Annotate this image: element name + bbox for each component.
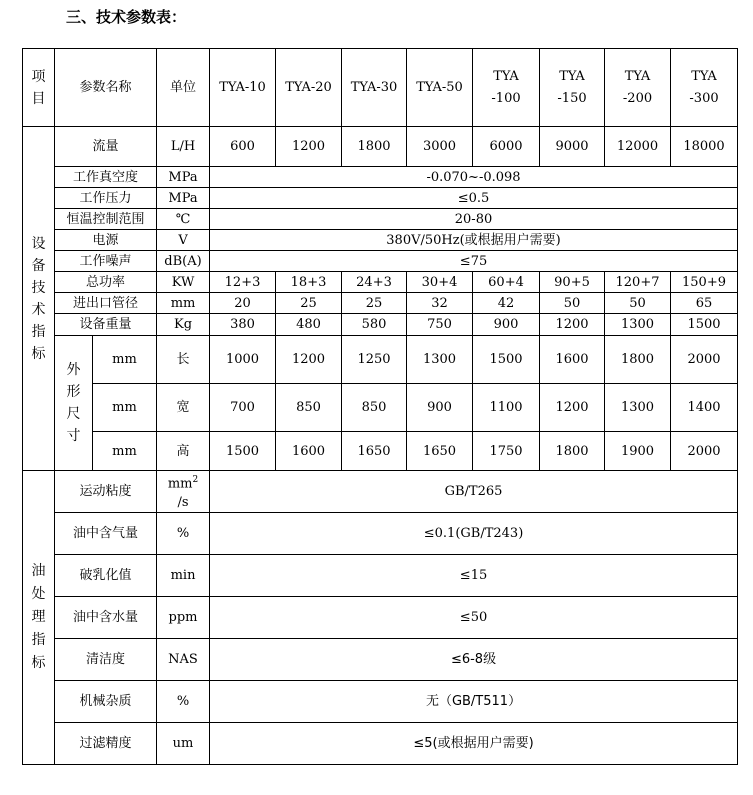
param-name: 运动粘度	[55, 471, 157, 513]
param-name: 过滤精度	[55, 723, 157, 765]
value-cell: 1250	[342, 336, 407, 384]
viscosity-row	[23, 471, 738, 513]
param-name: 破乳化值	[55, 555, 157, 597]
value-cell: ≤50	[210, 597, 738, 639]
vacuum-row	[23, 167, 738, 188]
dim-name: 长	[157, 336, 210, 384]
value-cell: 1800	[342, 127, 407, 167]
value-cell: 25	[342, 293, 407, 314]
value-cell: 850	[276, 384, 342, 432]
value-cell: 50	[540, 293, 605, 314]
value-cell: ≤6-8级	[210, 639, 738, 681]
value-cell: 2000	[671, 432, 738, 471]
value-cell: 900	[407, 384, 473, 432]
value-cell: 1200	[276, 127, 342, 167]
value-cell: 1800	[605, 336, 671, 384]
value-cell: 1500	[210, 432, 276, 471]
unit-cell: mm	[93, 336, 157, 384]
value-cell: 无（GB/T511）	[210, 681, 738, 723]
value-cell: 1200	[540, 314, 605, 336]
model-header: TYA -300	[671, 49, 738, 127]
param-name-header: 参数名称	[55, 49, 157, 127]
dim-height-row	[23, 432, 738, 471]
value-cell: 1300	[407, 336, 473, 384]
value-cell: 60+4	[473, 272, 540, 293]
value-cell: 120+7	[605, 272, 671, 293]
unit-cell: NAS	[157, 639, 210, 681]
value-cell: 2000	[671, 336, 738, 384]
header-row	[23, 49, 738, 127]
model-header: TYA -100	[473, 49, 540, 127]
value-cell: 32	[407, 293, 473, 314]
unit-cell: um	[157, 723, 210, 765]
value-cell: 750	[407, 314, 473, 336]
value-cell: 150+9	[671, 272, 738, 293]
value-cell: 18+3	[276, 272, 342, 293]
model-header: TYA-50	[407, 49, 473, 127]
unit-cell: MPa	[157, 188, 210, 209]
value-cell: 700	[210, 384, 276, 432]
value-cell: 20-80	[210, 209, 738, 230]
value-cell: 20	[210, 293, 276, 314]
value-cell: 6000	[473, 127, 540, 167]
value-cell: GB/T265	[210, 471, 738, 513]
model-header: TYA-30	[342, 49, 407, 127]
value-cell: 3000	[407, 127, 473, 167]
value-cell: ≤15	[210, 555, 738, 597]
value-cell: 1750	[473, 432, 540, 471]
value-cell: 1800	[540, 432, 605, 471]
noise-row	[23, 251, 738, 272]
filter-row	[23, 723, 738, 765]
value-cell: 50	[605, 293, 671, 314]
unit-cell: mm	[157, 293, 210, 314]
value-cell: 1200	[276, 336, 342, 384]
demulsification-row	[23, 555, 738, 597]
param-name: 电源	[55, 230, 157, 251]
unit-cell: mm	[93, 384, 157, 432]
model-header: TYA -150	[540, 49, 605, 127]
param-name: 工作噪声	[55, 251, 157, 272]
power-supply-row	[23, 230, 738, 251]
value-cell: 1100	[473, 384, 540, 432]
value-cell: 1400	[671, 384, 738, 432]
value-cell: 580	[342, 314, 407, 336]
dim-name: 高	[157, 432, 210, 471]
value-cell: 1900	[605, 432, 671, 471]
weight-row	[23, 314, 738, 336]
unit-cell: dB(A)	[157, 251, 210, 272]
unit-cell: $mm^2$ /s	[157, 471, 210, 513]
oil-group-label: 油 处 理 指 标	[23, 471, 55, 765]
dims-label: 外 形 尺 寸	[55, 336, 93, 471]
value-cell: 1650	[342, 432, 407, 471]
value-cell: 1650	[407, 432, 473, 471]
unit-cell: mm	[93, 432, 157, 471]
value-cell: 30+4	[407, 272, 473, 293]
model-header: TYA-20	[276, 49, 342, 127]
temp-row	[23, 209, 738, 230]
param-name: 设备重量	[55, 314, 157, 336]
value-cell: ≤0.1(GB/T243)	[210, 513, 738, 555]
model-header: TYA -200	[605, 49, 671, 127]
value-cell: 25	[276, 293, 342, 314]
value-cell: 1300	[605, 314, 671, 336]
param-name: 机械杂质	[55, 681, 157, 723]
unit-header: 单位	[157, 49, 210, 127]
unit-cell: min	[157, 555, 210, 597]
impurity-row	[23, 681, 738, 723]
value-cell: 9000	[540, 127, 605, 167]
param-name: 清洁度	[55, 639, 157, 681]
value-cell: ≤75	[210, 251, 738, 272]
value-cell: -0.070~-0.098	[210, 167, 738, 188]
unit-cell: ppm	[157, 597, 210, 639]
value-cell: 380V/50Hz(或根据用户需要)	[210, 230, 738, 251]
dim-length-row	[23, 336, 738, 384]
item-header: 项 目	[23, 49, 55, 127]
unit-cell: ℃	[157, 209, 210, 230]
total-power-row	[23, 272, 738, 293]
unit-cell: %	[157, 681, 210, 723]
param-name: 进出口管径	[55, 293, 157, 314]
param-name: 工作真空度	[55, 167, 157, 188]
value-cell: 18000	[671, 127, 738, 167]
model-header: TYA-10	[210, 49, 276, 127]
water-row	[23, 597, 738, 639]
param-name: 流量	[55, 127, 157, 167]
value-cell: 850	[342, 384, 407, 432]
param-name: 油中含气量	[55, 513, 157, 555]
pressure-row	[23, 188, 738, 209]
equipment-group-label: 设 备 技 术 指 标	[23, 127, 55, 471]
value-cell: 24+3	[342, 272, 407, 293]
value-cell: 1600	[540, 336, 605, 384]
gas-row	[23, 513, 738, 555]
value-cell: 900	[473, 314, 540, 336]
unit-cell: V	[157, 230, 210, 251]
cleanliness-row	[23, 639, 738, 681]
unit-cell: Kg	[157, 314, 210, 336]
unit-cell: MPa	[157, 167, 210, 188]
value-cell: 65	[671, 293, 738, 314]
value-cell: 1500	[473, 336, 540, 384]
param-name: 总功率	[55, 272, 157, 293]
value-cell: 1000	[210, 336, 276, 384]
section-title: 三、技术参数表：	[66, 8, 187, 26]
pipe-row	[23, 293, 738, 314]
value-cell: ≤5(或根据用户需要)	[210, 723, 738, 765]
value-cell: 42	[473, 293, 540, 314]
dim-width-row	[23, 384, 738, 432]
value-cell: 90+5	[540, 272, 605, 293]
value-cell: 480	[276, 314, 342, 336]
value-cell: 12+3	[210, 272, 276, 293]
unit-cell: %	[157, 513, 210, 555]
param-name: 恒温控制范围	[55, 209, 157, 230]
value-cell: 12000	[605, 127, 671, 167]
dim-name: 宽	[157, 384, 210, 432]
value-cell: 1500	[671, 314, 738, 336]
param-name: 油中含水量	[55, 597, 157, 639]
value-cell: 380	[210, 314, 276, 336]
value-cell: ≤0.5	[210, 188, 738, 209]
unit-cell: KW	[157, 272, 210, 293]
unit-cell: L/H	[157, 127, 210, 167]
value-cell: 1600	[276, 432, 342, 471]
value-cell: 1200	[540, 384, 605, 432]
value-cell: 1300	[605, 384, 671, 432]
flow-row	[23, 127, 738, 167]
value-cell: 600	[210, 127, 276, 167]
param-name: 工作压力	[55, 188, 157, 209]
tech-params-table	[22, 48, 738, 765]
